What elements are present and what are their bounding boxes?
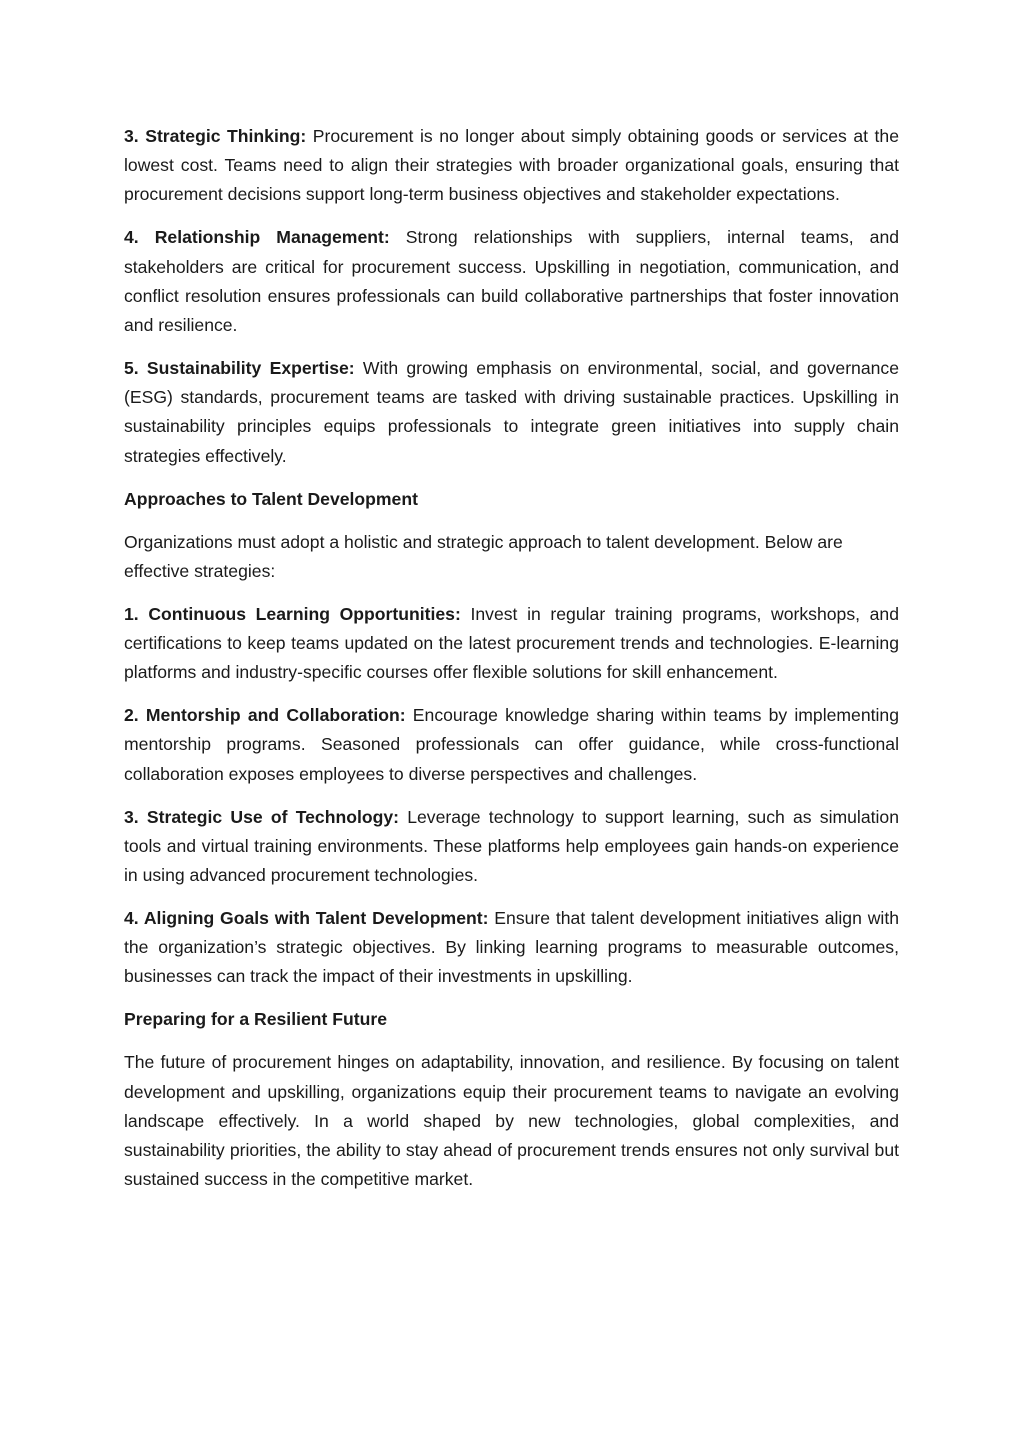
approach-text: Encourage knowledge sharing within teams by implementing mentorship programs. Seasoned professionals can offer guidance, while cross-functional collaboration exposes employees to diverse perspectives and challenges. [124,705,899,784]
document-page [124,122,899,1208]
skill-sustainability-expertise [124,354,899,471]
skill-strategic-thinking [124,122,899,210]
approach-technology [124,803,899,891]
approach-text: Invest in regular training programs, workshops, and certifications to keep teams updated on the latest procurement trends and technologies. E-learning platforms and industry-specific courses offer flexible solutions for skill enhancement. [124,603,900,683]
approach-continuous-learning [124,600,899,688]
skill-term: 3. Strategic Thinking: [124,126,307,146]
skill-term: 4. Relationship Management: [124,227,390,248]
approach-aligning-goals [124,904,899,992]
skill-text: With growing emphasis on environmental, social, and governance (ESG) standards, procurement teams are tasked with driving sustainable practices. Upskilling in sustainability principles equips professionals to integrate green initiatives into supply chain strategies effectively. [124,358,899,466]
future-paragraph: The future of procurement hinges on adaptability, innovation, and resilience. By focusing on talent development and upskilling, organizations equip their procurement teams to navigate an evolving landscape effectively. In a world shaped by new technologies, global complexities, and sustainability priorities, the ability to stay ahead of procurement trends ensures not only survival but sustained success in the competitive market. [124,1052,899,1190]
approaches-intro: Organizations must adopt a holistic and strategic approach to talent development. Below are effective strategies: [124,531,843,581]
skill-text: Strong relationships with suppliers, internal teams, and stakeholders are critical for procurement success. Upskilling in negotiation, communication, and conflict resolution ensures professionals can build collaborative partnerships that foster innovation and resilience. [124,227,900,336]
approach-term: 1. Continuous Learning Opportunities: [124,603,461,624]
approach-mentorship [124,701,899,789]
section-heading-future: Preparing for a Resilient Future [124,1009,387,1030]
section-heading-approaches: Approaches to Talent Development [124,488,418,509]
skill-text: Procurement is no longer about simply obtaining goods or services at the lowest cost. Teams need to align their strategies with broader organizational goals, ensuring that procurement decisions support long-term business objectives and stakeholder expectations. [124,126,899,205]
approach-term: 2. Mentorship and Collaboration: [124,705,406,726]
approach-term: 3. Strategic Use of Technology: [124,806,399,827]
approach-text: Ensure that talent development initiatives align with the organization’s strategic objectives. By linking learning programs to measurable outcomes, businesses can track the impact of their investments in upskilling. [124,908,899,987]
approach-term: 4. Aligning Goals with Talent Development: [124,908,489,929]
skill-relationship-management [124,223,899,340]
approach-text: Leverage technology to support learning, such as simulation tools and virtual training environments. These platforms help employees gain hands-on experience in using advanced procurement technologies. [124,806,899,886]
skill-term: 5. Sustainability Expertise: [124,358,355,379]
